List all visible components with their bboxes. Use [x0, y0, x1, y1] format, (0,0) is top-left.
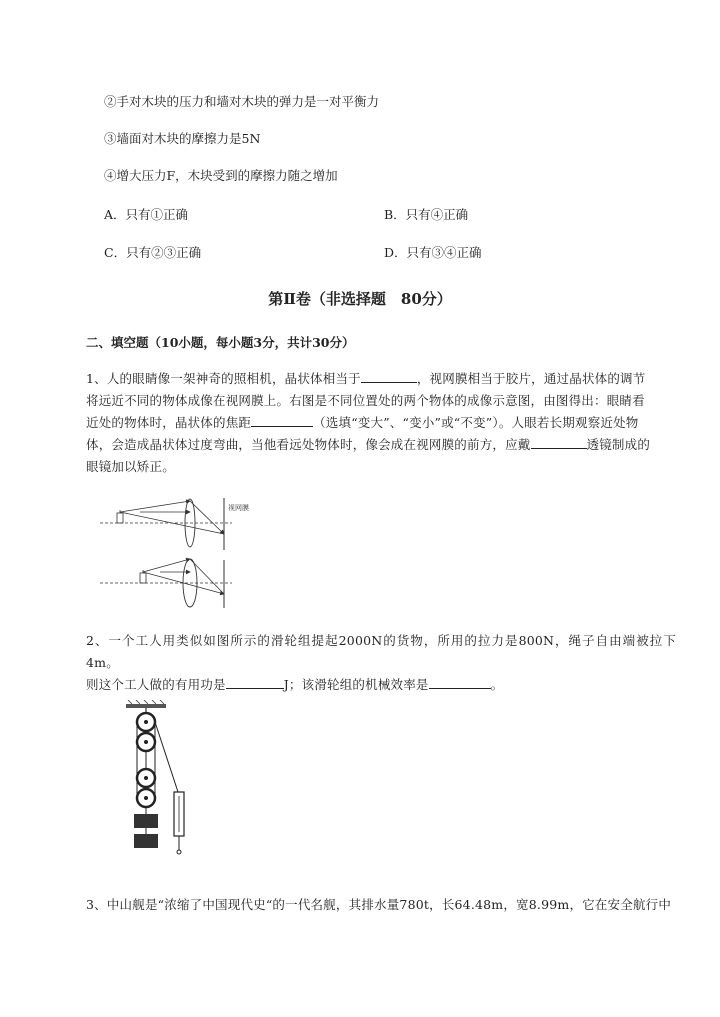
q2-line-2: 则这个工人做的有用功是 J；该滑轮组的机械效率是 。 [86, 677, 504, 692]
pulley-system-figure [118, 700, 198, 860]
q2-line-1: 2、一个工人用类似如图所示的滑轮组提起2000N的货物，所用的拉力是800N，绳子自由端被拉下4m。 [86, 633, 676, 670]
option-a: A．只有①正确 [104, 207, 189, 222]
question-3 [86, 894, 676, 916]
answer-blank[interactable] [429, 675, 491, 689]
q3-line-1: 3、中山舰是“浓缩了中国现代史“的一代名舰，其排水量780t，长64.48m，宽8.99m，它在安全航行中 [86, 897, 672, 912]
statement-3: ③墙面对木块的摩擦力是5N [104, 131, 261, 146]
option-d: D．只有③④正确 [384, 245, 482, 260]
option-c: C．只有②③正确 [104, 245, 202, 260]
free-rope-end [155, 722, 178, 792]
answer-blank[interactable] [251, 413, 313, 427]
eye-imaging-figure [100, 498, 260, 610]
retina-label: 视网膜 [228, 504, 249, 512]
section-heading: 二、填空题（10小题，每小题3分，共计30分） [86, 335, 355, 350]
statement-4: ④增大压力F，木块受到的摩擦力随之增加 [104, 168, 338, 183]
q1-line-5: 眼镜加以矫正。 [86, 459, 175, 474]
answer-blank[interactable] [361, 369, 417, 383]
option-b: B．只有④正确 [384, 207, 469, 222]
object-candle [117, 513, 123, 523]
question-1 [86, 368, 676, 478]
q1-line-3: 近处的物体时，晶状体的焦距 （选填“变大”、“变小”或“不变”）。人眼若长期观察近处物 [86, 415, 639, 430]
section-title: 第Ⅱ卷（非选择题 80分） [268, 290, 452, 308]
statement-2: ②手对木块的压力和墙对木块的弹力是一对平衡力 [104, 94, 380, 109]
q1-line-4: 体，会造成晶状体过度弯曲，当他看远处物体时，像会成在视网膜的前方，应戴 透镜制成的 [86, 437, 651, 452]
ceiling-bar [126, 704, 166, 708]
q1-line-1: 1、人的眼睛像一架神奇的照相机，晶状体相当于 ，视网膜相当于胶片，通过晶状体的调节 [86, 371, 646, 386]
answer-blank[interactable] [531, 435, 587, 449]
answer-blank[interactable] [226, 675, 284, 689]
weight-block [134, 814, 158, 828]
q1-line-2: 将远近不同的物体成像在视网膜上。右图是不同位置处的两个物体的成像示意图，由图得出：眼睛看 [86, 393, 645, 408]
question-2 [86, 630, 676, 696]
